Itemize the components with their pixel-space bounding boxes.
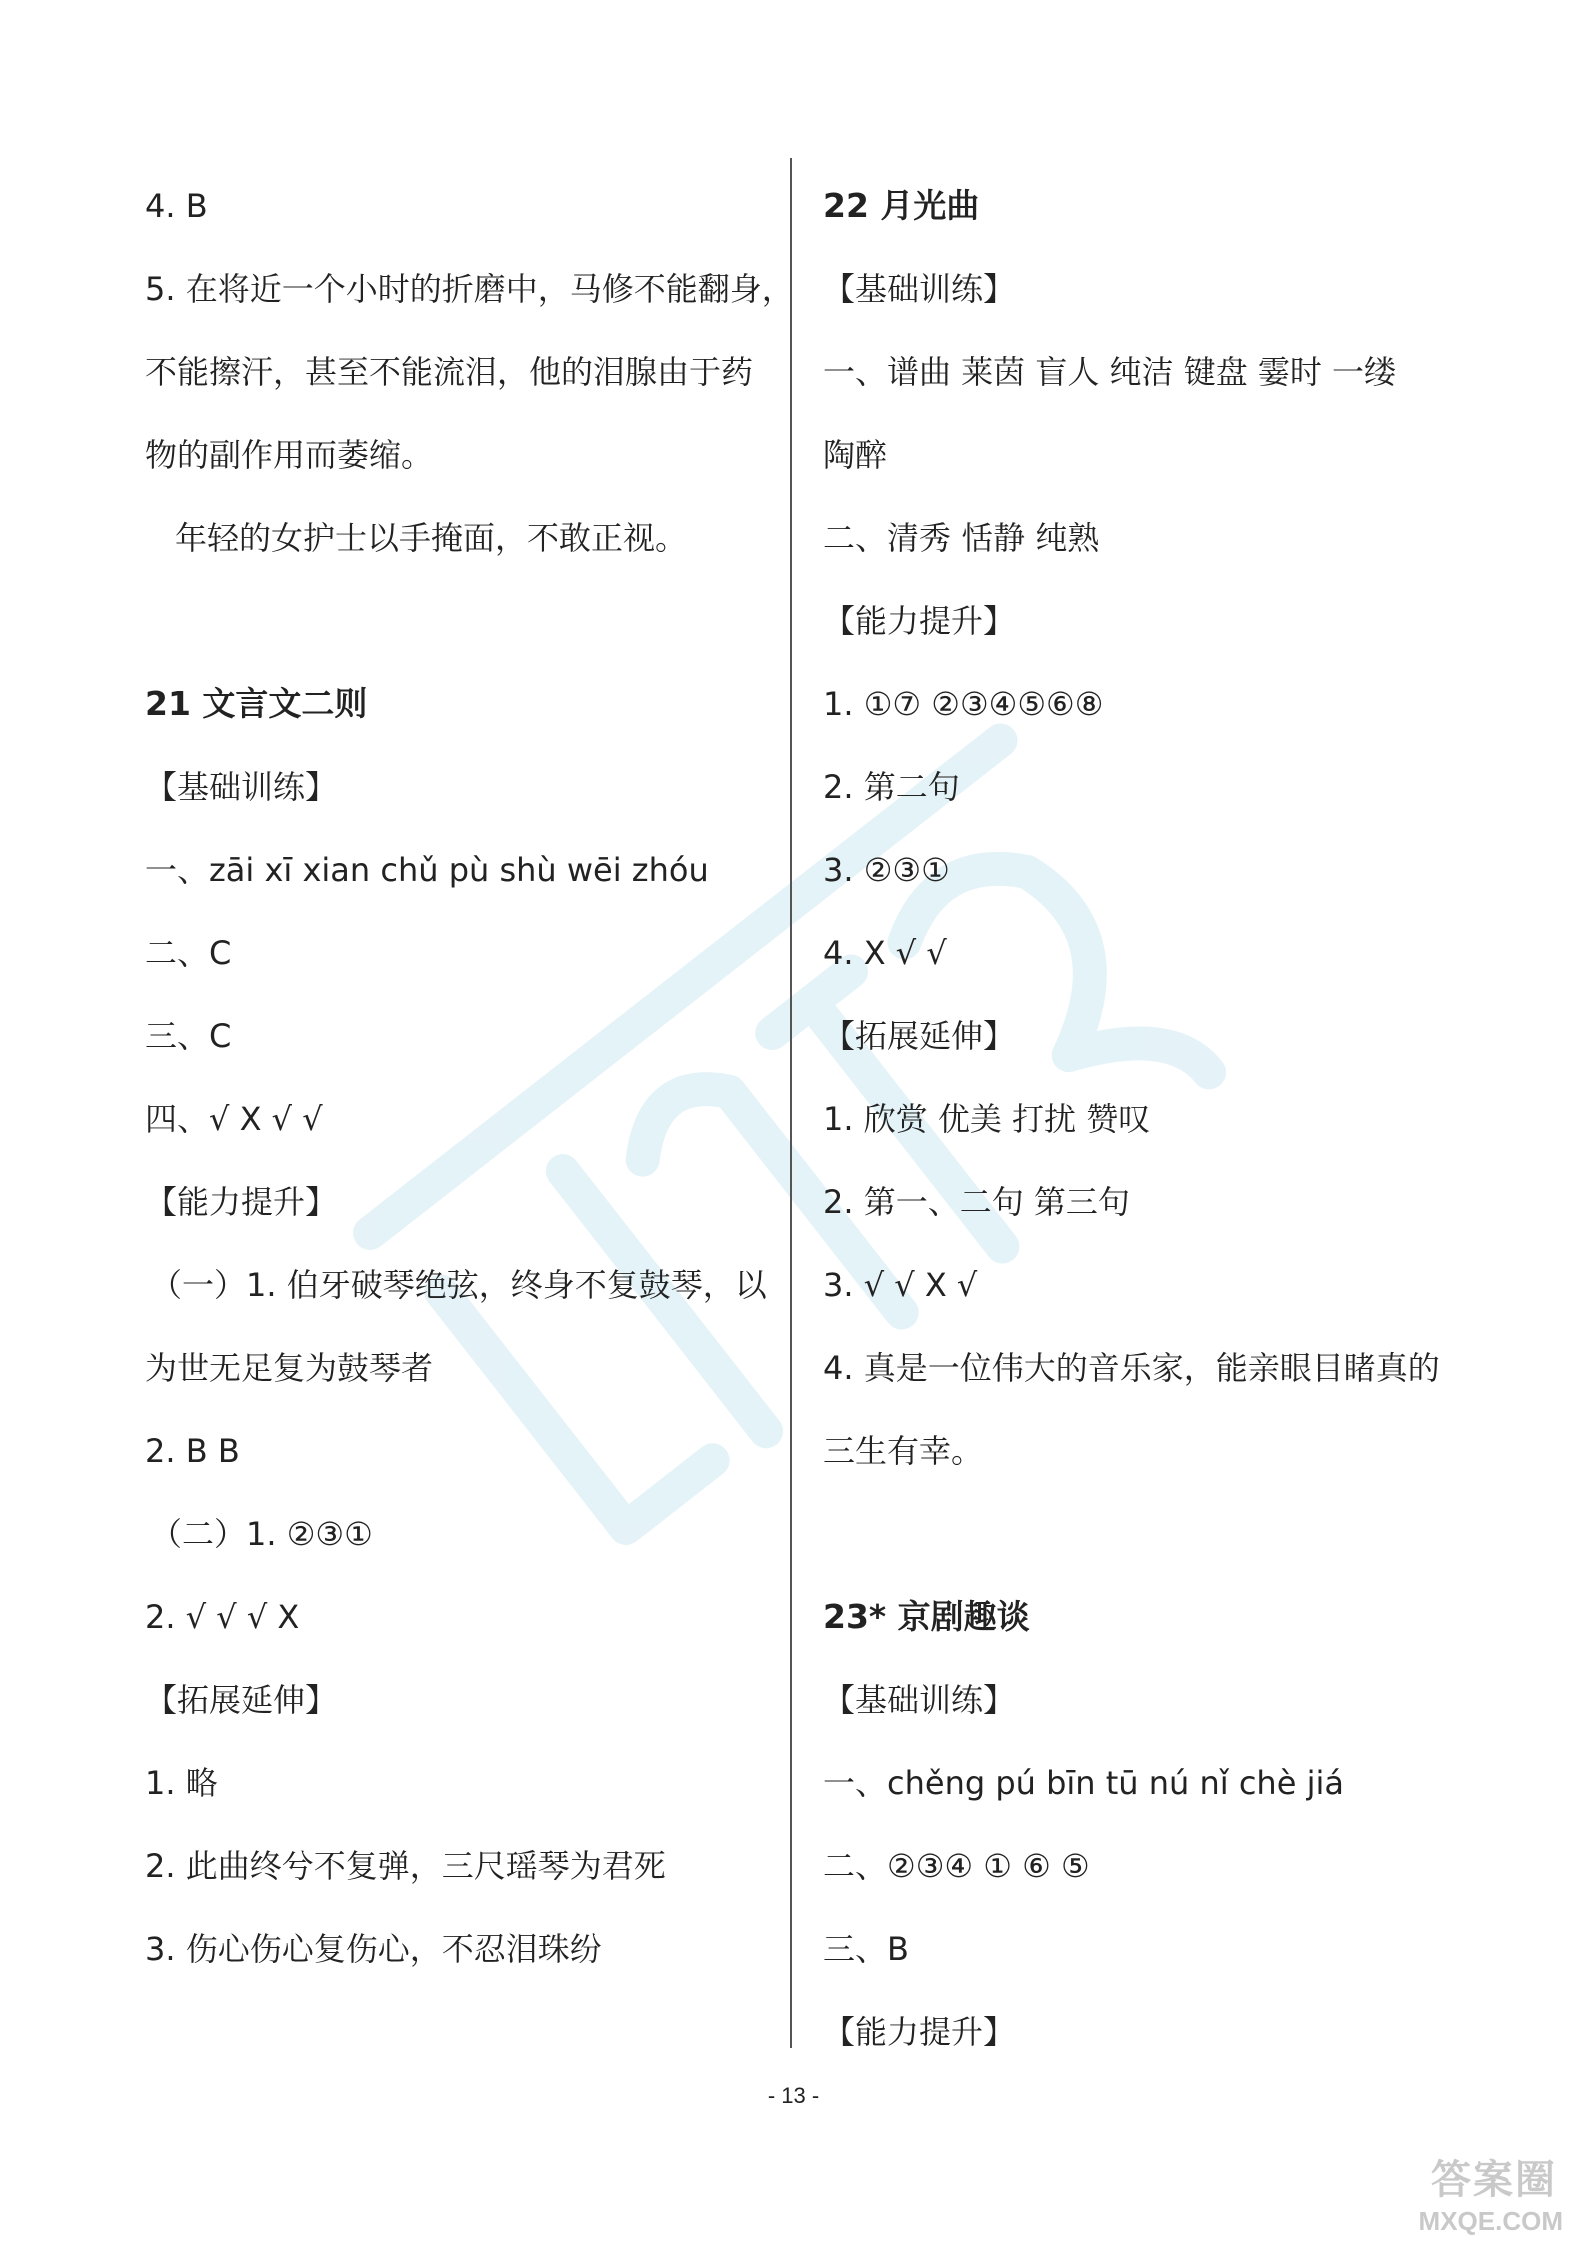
left-ability-answer-1-line2: 为世无足复为鼓琴者	[145, 1349, 434, 1387]
right-section-basic-training: 【基础训练】	[823, 270, 1016, 308]
right-l23-basic-answer-3: 三、B	[823, 1930, 909, 1968]
right-ability-answer-2: 2. 第二句	[823, 768, 960, 806]
left-answer-q5-line1: 5. 在将近一个小时的折磨中，马修不能翻身，	[145, 270, 794, 308]
left-answer-q4: 4. B	[145, 187, 208, 225]
left-basic-answer-3: 三、C	[145, 1017, 232, 1055]
left-ability-answer-1-line1: （一）1. 伯牙破琴绝弦，终身不复鼓琴，以	[150, 1266, 767, 1304]
left-ability-answer-4: 2. √ √ √ X	[145, 1598, 300, 1636]
right-extension-answer-4-line1: 4. 真是一位伟大的音乐家，能亲眼目睹真的	[823, 1349, 1440, 1387]
left-ability-answer-3: （二）1. ②③①	[150, 1515, 373, 1553]
right-extension-answer-2: 2. 第一、二句 第三句	[823, 1183, 1130, 1221]
column-divider	[790, 158, 792, 2048]
lesson-23-title: 23* 京剧趣谈	[823, 1597, 1030, 1636]
left-ability-answer-2: 2. B B	[145, 1432, 240, 1470]
left-answer-q5-line2: 不能擦汗，甚至不能流泪，他的泪腺由于药	[145, 353, 754, 391]
left-extension-answer-1: 1. 略	[145, 1764, 218, 1802]
page-number: - 13 -	[767, 2083, 820, 2108]
right-extension-answer-1: 1. 欣赏 优美 打扰 赞叹	[823, 1100, 1151, 1138]
left-section-basic-training: 【基础训练】	[145, 768, 338, 806]
left-basic-answer-2: 二、C	[145, 934, 232, 972]
right-l23-basic-answer-2: 二、②③④ ① ⑥ ⑤	[823, 1847, 1090, 1885]
right-extension-answer-3: 3. √ √ X √	[823, 1266, 978, 1304]
left-section-extension: 【拓展延伸】	[145, 1681, 338, 1719]
right-extension-answer-4-line2: 三生有幸。	[823, 1432, 984, 1470]
left-extension-answer-2: 2. 此曲终兮不复弹，三尺瑶琴为君死	[145, 1847, 666, 1885]
right-basic-answer-1-line2: 陶醉	[823, 436, 888, 474]
right-ability-answer-1: 1. ①⑦ ②③④⑤⑥⑧	[823, 685, 1104, 723]
right-section-ability: 【能力提升】	[823, 602, 1016, 640]
right-section-extension: 【拓展延伸】	[823, 1017, 1016, 1055]
left-section-ability: 【能力提升】	[145, 1183, 338, 1221]
right-basic-answer-1-line1: 一、谱曲 莱茵 盲人 纯洁 键盘 霎时 一缕	[823, 353, 1397, 391]
site-url: MXQE.COM	[1418, 2206, 1563, 2236]
right-basic-answer-2: 二、清秀 恬静 纯熟	[823, 519, 1100, 557]
left-answer-q5-line3: 物的副作用而萎缩。	[145, 436, 434, 474]
left-answer-q5-line4: 年轻的女护士以手掩面，不敢正视。	[175, 519, 688, 557]
lesson-21-title: 21 文言文二则	[145, 684, 368, 723]
right-section-ability-2: 【能力提升】	[823, 2013, 1016, 2051]
right-l23-basic-answer-1: 一、chěng pú bīn tū nú nǐ chè jiá	[823, 1764, 1344, 1802]
left-basic-answer-4: 四、√ X √ √	[145, 1100, 323, 1138]
right-ability-answer-4: 4. X √ √	[823, 934, 947, 972]
right-ability-answer-3: 3. ②③①	[823, 851, 950, 889]
left-extension-answer-3: 3. 伤心伤心复伤心，不忍泪珠纷	[145, 1930, 602, 1968]
left-basic-answer-1: 一、zāi xī xian chǔ pù shù wēi zhóu	[145, 851, 709, 889]
right-section-basic-training-2: 【基础训练】	[823, 1681, 1016, 1719]
site-logo: 答案圈	[1431, 2157, 1557, 2203]
lesson-22-title: 22 月光曲	[823, 186, 980, 225]
